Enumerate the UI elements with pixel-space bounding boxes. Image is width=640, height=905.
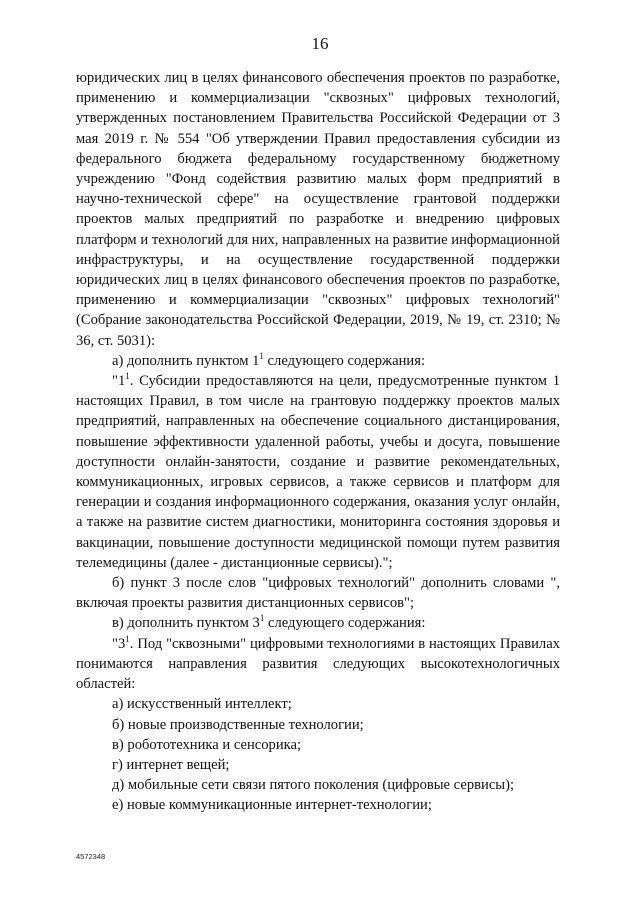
document-id: 4572348 (76, 852, 106, 861)
superscript: 1 (125, 633, 130, 644)
paragraph-5: в) дополнить пунктом $3^1$ следующего содержания: (112, 613, 426, 632)
list-item: в) робототехника и сенсорика; (112, 736, 302, 753)
paragraph-3: "$1^1$. Субсидии предоставляются на цели, предусмотренные пунктом 1 настоящих Правил, в том числе на грантовую поддержку проектов малых предприятий, направленных на обеспечение социального дистанцирования, повышение эффективности удаленной работы, учебы и досуга, повышение доступности онлайн-занятости, создание и развитие рекомендательных, коммуникационных, игровых сервисов, а также сервисов и платформ для генерации и создания информационного содержания, оказания услуг онлайн, а также на развитие систем диагностики, мониторинга состояния здоровья и вакцинации, повышение доступности медицинской помощи путем развития телемедицины (далее - дистанционные сервисы)."; (76, 371, 560, 571)
paragraph-6: "$3^1$. Под "сквозными" цифровыми технологиями в настоящих Правилах понимаются направления развития следующих высокотехнологичных областей: (76, 633, 560, 693)
superscript: 1 (125, 371, 130, 382)
superscript: 1 (259, 613, 265, 624)
list-item: д) мобильные сети связи пятого поколения (цифровые сервисы); (112, 777, 515, 794)
list-item: е) новые коммуникационные интернет-технологии; (112, 797, 432, 814)
document-body (76, 68, 560, 816)
superscript: 1 (259, 350, 264, 361)
paragraph-4: б) пункт 3 после слов "цифровых технологий" дополнить словами ", включая проекты развития дистанционных сервисов"; (76, 575, 560, 612)
paragraph-2: а) дополнить пунктом $1^1$ следующего содержания: (112, 350, 426, 369)
list-item: г) интернет вещей; (112, 756, 230, 773)
list-item: а) искусственный интеллект; (112, 696, 292, 713)
paragraph-1: юридических лиц в целях финансового обеспечения проектов по разработке, применению и коммерциализации "сквозных" цифровых технологий, утвержденных постановлением Правительства Российской Федерации от 3 мая 2019 г. № 554 "Об утверждении Правил предоставления субсидии из федерального бюджета федеральному государственному бюджетному учреждению "Фонд содействия развитию малых форм предприятий в научно-технической сфере" на осуществление грантовой поддержки проектов малых предприятий по разработке и внедрению цифровых платформ и технологий для них, направленных на развитие информационной инфраструктуры, и на осуществление государственной поддержки юридических лиц в целях финансового обеспечения проектов по разработке, применению и коммерциализации "сквозных" цифровых технологий" (Собрание законодательства Российской Федерации, 2019, № 19, ст. 2310; № 36, ст. 5031): (76, 70, 560, 349)
list-item: б) новые производственные технологии; (112, 716, 364, 733)
page-number: 16 (311, 34, 329, 53)
